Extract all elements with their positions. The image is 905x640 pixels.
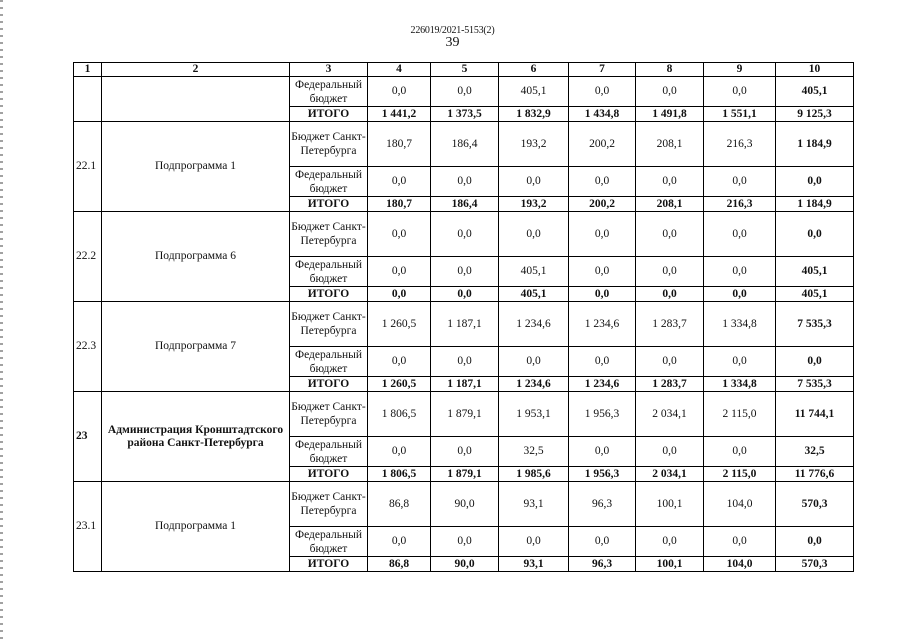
- column-header: 2: [102, 63, 290, 77]
- year-value: 186,4: [431, 197, 499, 212]
- year-value: 2 115,0: [704, 467, 776, 482]
- year-value: 0,0: [704, 77, 776, 107]
- year-value: 0,0: [636, 212, 704, 257]
- funding-source: ИТОГО: [290, 377, 368, 392]
- year-value: 104,0: [704, 557, 776, 572]
- table-row: [74, 77, 854, 107]
- year-value: 0,0: [431, 527, 499, 557]
- year-value: 405,1: [499, 77, 569, 107]
- row-number: 23: [74, 392, 102, 482]
- row-number: 22.3: [74, 302, 102, 392]
- table-row: [74, 212, 854, 257]
- year-value: 104,0: [704, 482, 776, 527]
- year-value: 1 806,5: [368, 467, 431, 482]
- year-value: 1 441,2: [368, 107, 431, 122]
- funding-source: Бюджет Санкт-Петербурга: [290, 392, 368, 437]
- year-value: 0,0: [704, 212, 776, 257]
- row-total: 0,0: [776, 347, 854, 377]
- year-value: 1 491,8: [636, 107, 704, 122]
- year-value: 0,0: [636, 167, 704, 197]
- year-value: 180,7: [368, 197, 431, 212]
- year-value: 1 334,8: [704, 377, 776, 392]
- year-value: 2 034,1: [636, 392, 704, 437]
- budget-table: [73, 62, 854, 572]
- year-value: 180,7: [368, 122, 431, 167]
- row-total: 570,3: [776, 482, 854, 527]
- year-value: 93,1: [499, 482, 569, 527]
- year-value: 0,0: [569, 212, 636, 257]
- year-value: 1 234,6: [499, 377, 569, 392]
- year-value: 100,1: [636, 482, 704, 527]
- year-value: 0,0: [431, 437, 499, 467]
- column-header: 9: [704, 63, 776, 77]
- year-value: 1 283,7: [636, 377, 704, 392]
- year-value: 0,0: [499, 527, 569, 557]
- year-value: 0,0: [368, 347, 431, 377]
- year-value: 93,1: [499, 557, 569, 572]
- year-value: 0,0: [569, 257, 636, 287]
- column-header: 3: [290, 63, 368, 77]
- row-name: Подпрограмма 1: [102, 122, 290, 212]
- year-value: 193,2: [499, 122, 569, 167]
- year-value: 0,0: [431, 167, 499, 197]
- year-value: 0,0: [636, 437, 704, 467]
- scan-edge-marks: [0, 0, 3, 640]
- year-value: 96,3: [569, 557, 636, 572]
- year-value: 0,0: [368, 437, 431, 467]
- year-value: 1 956,3: [569, 392, 636, 437]
- year-value: 200,2: [569, 122, 636, 167]
- funding-source: Федеральный бюджет: [290, 77, 368, 107]
- funding-source: Бюджет Санкт-Петербурга: [290, 482, 368, 527]
- funding-source: Бюджет Санкт-Петербурга: [290, 122, 368, 167]
- row-total: 11 744,1: [776, 392, 854, 437]
- row-total: 405,1: [776, 77, 854, 107]
- year-value: 0,0: [636, 257, 704, 287]
- row-total: 0,0: [776, 212, 854, 257]
- funding-source: Бюджет Санкт-Петербурга: [290, 302, 368, 347]
- year-value: 1 187,1: [431, 377, 499, 392]
- year-value: 216,3: [704, 197, 776, 212]
- year-value: 1 334,8: [704, 302, 776, 347]
- year-value: 0,0: [368, 287, 431, 302]
- year-value: 0,0: [431, 77, 499, 107]
- row-total: 7 535,3: [776, 377, 854, 392]
- year-value: 0,0: [569, 437, 636, 467]
- year-value: 0,0: [368, 212, 431, 257]
- funding-source: Федеральный бюджет: [290, 437, 368, 467]
- year-value: 1 879,1: [431, 467, 499, 482]
- year-value: 0,0: [569, 527, 636, 557]
- row-total: 32,5: [776, 437, 854, 467]
- document-id: 226019/2021-5153(2): [410, 25, 495, 36]
- row-number: 22.2: [74, 212, 102, 302]
- table-row: [74, 302, 854, 347]
- row-total: 405,1: [776, 287, 854, 302]
- year-value: 0,0: [431, 257, 499, 287]
- year-value: 0,0: [569, 167, 636, 197]
- page-number: 39: [445, 35, 460, 50]
- year-value: 0,0: [704, 287, 776, 302]
- year-value: 200,2: [569, 197, 636, 212]
- year-value: 0,0: [569, 347, 636, 377]
- year-value: 0,0: [636, 527, 704, 557]
- funding-source: ИТОГО: [290, 467, 368, 482]
- column-number-row: [74, 63, 854, 77]
- funding-source: ИТОГО: [290, 107, 368, 122]
- year-value: 0,0: [431, 347, 499, 377]
- funding-source: Федеральный бюджет: [290, 257, 368, 287]
- row-name: Администрация Кронштадтского района Санкт-Петербурга: [102, 392, 290, 482]
- year-value: 90,0: [431, 557, 499, 572]
- year-value: 1 283,7: [636, 302, 704, 347]
- year-value: 0,0: [704, 347, 776, 377]
- year-value: 405,1: [499, 287, 569, 302]
- row-total: 1 184,9: [776, 122, 854, 167]
- year-value: 193,2: [499, 197, 569, 212]
- funding-source: Федеральный бюджет: [290, 167, 368, 197]
- row-total: 570,3: [776, 557, 854, 572]
- year-value: 1 956,3: [569, 467, 636, 482]
- table-row: [74, 122, 854, 167]
- year-value: 1 832,9: [499, 107, 569, 122]
- year-value: 1 806,5: [368, 392, 431, 437]
- year-value: 0,0: [704, 437, 776, 467]
- row-number: 22.1: [74, 122, 102, 212]
- year-value: 1 551,1: [704, 107, 776, 122]
- funding-source: Федеральный бюджет: [290, 527, 368, 557]
- column-header: 6: [499, 63, 569, 77]
- year-value: 216,3: [704, 122, 776, 167]
- year-value: 0,0: [368, 527, 431, 557]
- year-value: 0,0: [431, 212, 499, 257]
- year-value: 1 953,1: [499, 392, 569, 437]
- year-value: 0,0: [704, 167, 776, 197]
- row-total: 11 776,6: [776, 467, 854, 482]
- year-value: 0,0: [499, 347, 569, 377]
- table-row: [74, 482, 854, 527]
- column-header: 4: [368, 63, 431, 77]
- year-value: 208,1: [636, 197, 704, 212]
- year-value: 0,0: [569, 77, 636, 107]
- year-value: 1 260,5: [368, 302, 431, 347]
- column-header: 1: [74, 63, 102, 77]
- row-total: 405,1: [776, 257, 854, 287]
- year-value: 0,0: [636, 287, 704, 302]
- row-number: 23.1: [74, 482, 102, 572]
- column-header: 5: [431, 63, 499, 77]
- year-value: 1 434,8: [569, 107, 636, 122]
- year-value: 0,0: [368, 77, 431, 107]
- year-value: 208,1: [636, 122, 704, 167]
- year-value: 0,0: [704, 257, 776, 287]
- year-value: 1 260,5: [368, 377, 431, 392]
- column-header: 8: [636, 63, 704, 77]
- column-header: 10: [776, 63, 854, 77]
- year-value: 0,0: [636, 77, 704, 107]
- year-value: 0,0: [704, 527, 776, 557]
- row-total: 0,0: [776, 527, 854, 557]
- row-name: Подпрограмма 6: [102, 212, 290, 302]
- row-name: [102, 77, 290, 122]
- funding-source: Федеральный бюджет: [290, 347, 368, 377]
- row-total: 1 184,9: [776, 197, 854, 212]
- row-name: Подпрограмма 1: [102, 482, 290, 572]
- year-value: 96,3: [569, 482, 636, 527]
- year-value: 0,0: [569, 287, 636, 302]
- year-value: 0,0: [368, 167, 431, 197]
- year-value: 1 373,5: [431, 107, 499, 122]
- funding-source: ИТОГО: [290, 557, 368, 572]
- year-value: 0,0: [368, 257, 431, 287]
- year-value: 32,5: [499, 437, 569, 467]
- funding-source: ИТОГО: [290, 197, 368, 212]
- year-value: 1 985,6: [499, 467, 569, 482]
- year-value: 86,8: [368, 482, 431, 527]
- row-number: [74, 77, 102, 122]
- row-total: 0,0: [776, 167, 854, 197]
- year-value: 405,1: [499, 257, 569, 287]
- year-value: 86,8: [368, 557, 431, 572]
- year-value: 1 879,1: [431, 392, 499, 437]
- year-value: 1 234,6: [569, 377, 636, 392]
- year-value: 1 234,6: [499, 302, 569, 347]
- year-value: 0,0: [636, 347, 704, 377]
- row-total: 7 535,3: [776, 302, 854, 347]
- year-value: 186,4: [431, 122, 499, 167]
- year-value: 1 187,1: [431, 302, 499, 347]
- year-value: 100,1: [636, 557, 704, 572]
- row-name: Подпрограмма 7: [102, 302, 290, 392]
- row-total: 9 125,3: [776, 107, 854, 122]
- column-header: 7: [569, 63, 636, 77]
- year-value: 0,0: [431, 287, 499, 302]
- year-value: 0,0: [499, 167, 569, 197]
- year-value: 2 034,1: [636, 467, 704, 482]
- year-value: 0,0: [499, 212, 569, 257]
- year-value: 90,0: [431, 482, 499, 527]
- funding-source: Бюджет Санкт-Петербурга: [290, 212, 368, 257]
- year-value: 2 115,0: [704, 392, 776, 437]
- funding-source: ИТОГО: [290, 287, 368, 302]
- table-row: [74, 392, 854, 437]
- year-value: 1 234,6: [569, 302, 636, 347]
